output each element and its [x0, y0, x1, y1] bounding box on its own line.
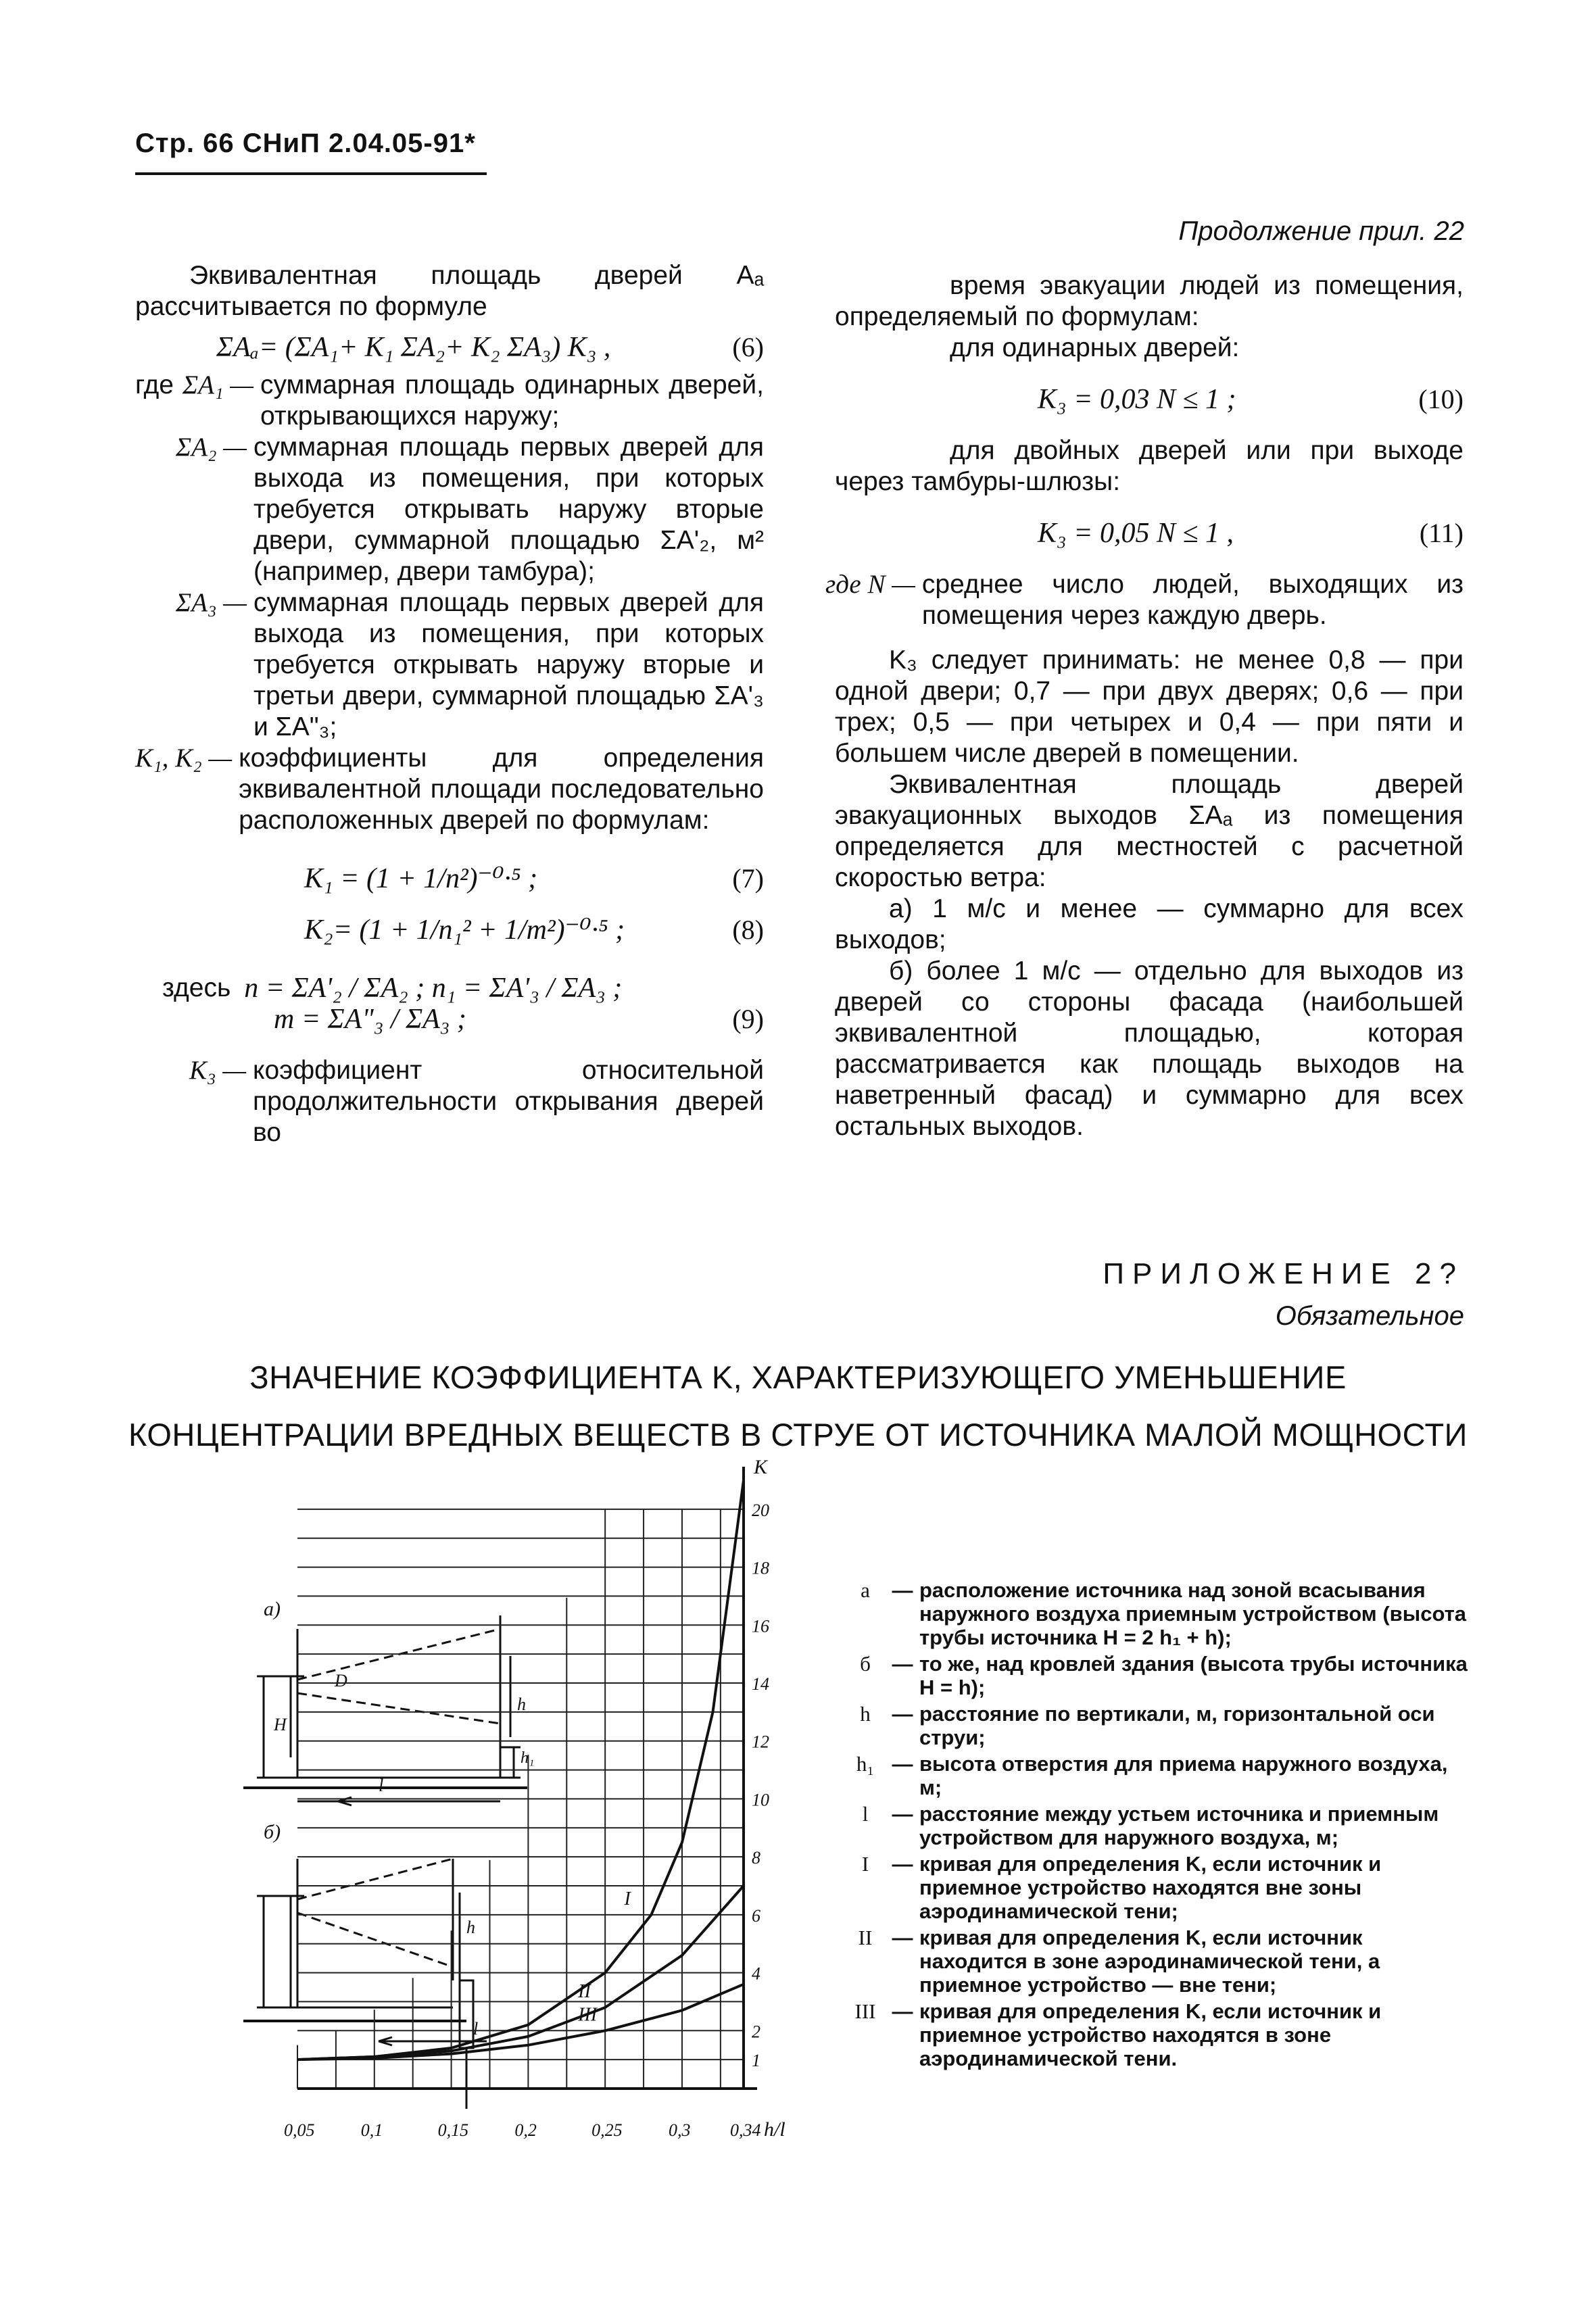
paragraph: время эвакуации людей из помещения, определяемый по формулам: [835, 271, 1464, 331]
legend-dash: — [892, 1926, 913, 1949]
distance-l-label: l [379, 1776, 384, 1795]
formula-7: K₁ = (1 + 1/n²)⁻⁰·⁵ ; [304, 863, 538, 894]
header-underline [135, 172, 487, 175]
height-H-label: H [274, 1715, 287, 1734]
formula-8: K₂= (1 + 1/n₁² + 1/m²)⁻⁰·⁵ ; [304, 915, 625, 946]
curve-label-III: III [578, 2004, 598, 2026]
legend-row [845, 1578, 1474, 1649]
paragraph: а) 1 м/с и менее — суммарно для всех выходов; [835, 894, 1464, 954]
definition-text: суммарная площадь первых дверей для выхода из помещения, при которых требуется открывать наружу вторые и третьи двери, суммарной площадью ΣA'₃ и ΣA"₃; [253, 588, 764, 741]
paragraph: Эквивалентная площадь дверей эвакуационных выходов ΣAₐ из помещения определяется для местностей с расчетной скоростью ветра: [835, 770, 1464, 892]
definition-symbol: K₁, K₂ — [135, 744, 233, 773]
formula-8-number: (8) [732, 915, 764, 945]
x-tick-label: 0,15 [437, 2120, 469, 2140]
diameter-D-label: D [335, 1671, 347, 1690]
y-tick-label: 8 [752, 1848, 760, 1868]
legend-key: II [858, 1926, 873, 1949]
legend-row [845, 1752, 1474, 1799]
definition-symbol: ΣA₁ — [183, 370, 253, 399]
formula-6-number: (6) [732, 332, 764, 362]
x-tick-label: 0,34 [730, 2120, 761, 2140]
definition-symbol: где N — [825, 570, 915, 599]
diagram-b-label: б) [264, 1821, 281, 1843]
legend-key: I [861, 1852, 869, 1876]
y-tick-label: 16 [752, 1616, 769, 1636]
formula-9-number: (9) [732, 1004, 764, 1034]
figure-title-line-1: ЗНАЧЕНИЕ КОЭФФИЦИЕНТА K, ХАРАКТЕРИЗУЮЩЕГО УМЕНЬШЕНИЕ [249, 1359, 1347, 1395]
y-tick-label: 2 [752, 2022, 760, 2042]
legend-key: l [862, 1802, 869, 1826]
definition-row [135, 370, 764, 432]
legend-text: кривая для определения K, если источник находится в зоне аэродинамической тени, а приемное устройство — вне тени; [919, 1926, 1380, 1997]
formula-11: K₃ = 0,05 N ≤ 1 , [1038, 518, 1234, 549]
figure-legend [845, 1578, 1474, 2073]
x-tick-label: 0,25 [591, 2120, 623, 2140]
definition-text: коэффициенты для определения эквивалентной площади последовательно расположенных дверей по формулам: [239, 744, 764, 835]
curve-label-II: II [578, 1981, 591, 2002]
definition-row [135, 432, 764, 587]
here-word: здесь [162, 973, 231, 1002]
where-word: где [135, 370, 174, 399]
definition-symbol: K₃ — [189, 1056, 246, 1085]
legend-dash: — [892, 1702, 913, 1726]
legend-dash: — [892, 1752, 913, 1776]
x-tick-label: 0,1 [360, 2120, 383, 2140]
formula-11-number: (11) [1419, 518, 1464, 548]
legend-key: III [854, 1999, 876, 2023]
paragraph: б) более 1 м/с — отдельно для выходов из дверей со стороны фасада (наибольшей эквивалентной площадью, которая рассматривается как площадь выходов на наветренный фасад) и суммарно для всех остальных выходов. [835, 956, 1464, 1141]
legend-dash: — [892, 1578, 913, 1602]
figure-title-line-2: КОНЦЕНТРАЦИИ ВРЕДНЫХ ВЕЩЕСТВ В СТРУЕ ОТ ИСТОЧНИКА МАЛОЙ МОЩНОСТИ [128, 1417, 1468, 1453]
legend-text: высота отверстия для приема наружного воздуха, м; [919, 1752, 1448, 1799]
definition-text: суммарная площадь первых дверей для выхода из помещения, при которых требуется открывать наружу вторые двери, суммарной площадью ΣA'₂, м² (например, двери тамбура); [253, 433, 764, 586]
curve-label-I: I [624, 1888, 631, 1909]
legend-text: то же, над кровлей здания (высота трубы источника H = h); [919, 1652, 1468, 1699]
definition-row [135, 587, 764, 743]
formula-6: ΣAₐ= (ΣA₁+ K₁ ΣA₂+ K₂ ΣA₃) K₃ , [216, 332, 611, 363]
y-tick-label: 10 [752, 1790, 769, 1810]
y-tick-label: 6 [752, 1905, 760, 1926]
chart-axes [297, 1467, 757, 2089]
legend-row [845, 1999, 1474, 2070]
definition-row [825, 569, 1464, 631]
curve-III [297, 1984, 744, 2060]
x-tick-label: 0,2 [514, 2120, 537, 2140]
legend-row [845, 1652, 1474, 1699]
y-tick-label: 4 [752, 1964, 760, 1984]
formula-9b: m = ΣA"₃ / ΣA₃ ; [274, 1004, 466, 1035]
diagram-a-label: а) [264, 1598, 281, 1620]
definition-text: среднее число людей, выходящих из помещения через каждую дверь. [921, 570, 1464, 630]
formula-9a: n = ΣA'₂ / ΣA₂ ; n₁ = ΣA'₃ / ΣA₃ ; [244, 973, 623, 1004]
legend-row [845, 1802, 1474, 1849]
height-h-label-b: h [466, 1918, 475, 1937]
definition-symbol: ΣA₂ — [176, 433, 247, 462]
legend-dash: — [892, 1999, 913, 2023]
distance-l-label-b: l [473, 2019, 479, 2039]
k-coefficient-chart [270, 1453, 811, 2176]
definition-text: суммарная площадь одинарных дверей, открывающихся наружу; [260, 370, 764, 431]
y-axis-label: K [754, 1456, 768, 1478]
y-tick-label: 1 [752, 2051, 760, 2071]
continuation-label: Продолжение прил. 22 [1178, 216, 1464, 246]
legend-text: кривая для определения K, если источник и приемное устройство находятся вне зоны аэродинамической тени; [919, 1852, 1382, 1923]
legend-key: а [861, 1578, 870, 1602]
y-tick-label: 18 [752, 1558, 769, 1578]
left-column [135, 260, 764, 1148]
legend-row [845, 1926, 1474, 1997]
legend-row [845, 1702, 1474, 1749]
paragraph: для одинарных дверей: [950, 333, 1240, 362]
paragraph: K₃ следует принимать: не менее 0,8 — при одной двери; 0,7 — при двух дверях; 0,6 — при трех; 0,5 — при четырех и 0,4 — при пяти и большем числе дверей в помещении. [835, 645, 1464, 768]
x-tick-label: 0,3 [668, 2120, 691, 2140]
paragraph: для двойных дверей или при выходе через тамбуры-шлюзы: [835, 436, 1464, 496]
y-tick-label: 12 [752, 1732, 769, 1752]
legend-text: расстояние по вертикали, м, горизонтальной оси струи; [919, 1702, 1435, 1749]
definition-row [135, 743, 764, 836]
page-header: Стр. 66 СНиП 2.04.05-91* [135, 128, 476, 158]
y-tick-label: 14 [752, 1674, 769, 1694]
formula-10-number: (10) [1418, 384, 1464, 414]
legend-row [845, 1852, 1474, 1923]
y-tick-label: 20 [752, 1500, 769, 1520]
definition-row [135, 1055, 764, 1148]
legend-key: б [860, 1652, 871, 1676]
definition-text: коэффициент относительной продолжительности открывания дверей во [253, 1056, 764, 1147]
x-tick-label: 0,05 [284, 2120, 315, 2140]
x-axis-label: h/l [764, 2118, 785, 2141]
formula-7-number: (7) [732, 863, 764, 894]
legend-text: расстояние между устьем источника и приемным устройством для наружного воздуха, м; [919, 1802, 1439, 1849]
formula-10: K₃ = 0,03 N ≤ 1 ; [1038, 384, 1236, 415]
chart-grid [297, 1509, 744, 2089]
legend-dash: — [892, 1652, 913, 1676]
legend-text: кривая для определения K, если источник и приемное устройство находятся в зоне аэродинамической тени. [919, 1999, 1382, 2070]
height-h1-label: h₁ [521, 1749, 535, 1767]
appendix-title: ПРИЛОЖЕНИЕ 2? [1103, 1257, 1464, 1290]
legend-key: h [860, 1702, 871, 1726]
height-h-label: h [517, 1695, 526, 1714]
intro-paragraph: Эквивалентная площадь дверей Aₐ рассчитывается по формуле [135, 261, 764, 321]
right-column [825, 270, 1464, 1142]
definition-symbol: ΣA₃ — [176, 588, 247, 617]
appendix-subtitle: Обязательное [1275, 1301, 1464, 1331]
legend-key: h₁ [856, 1752, 875, 1776]
legend-dash: — [892, 1852, 913, 1876]
legend-dash: — [892, 1802, 913, 1826]
legend-text: расположение источника над зоной всасывания наружного воздуха приемным устройством (высота трубы источника H = 2 h₁ + h); [919, 1578, 1467, 1649]
